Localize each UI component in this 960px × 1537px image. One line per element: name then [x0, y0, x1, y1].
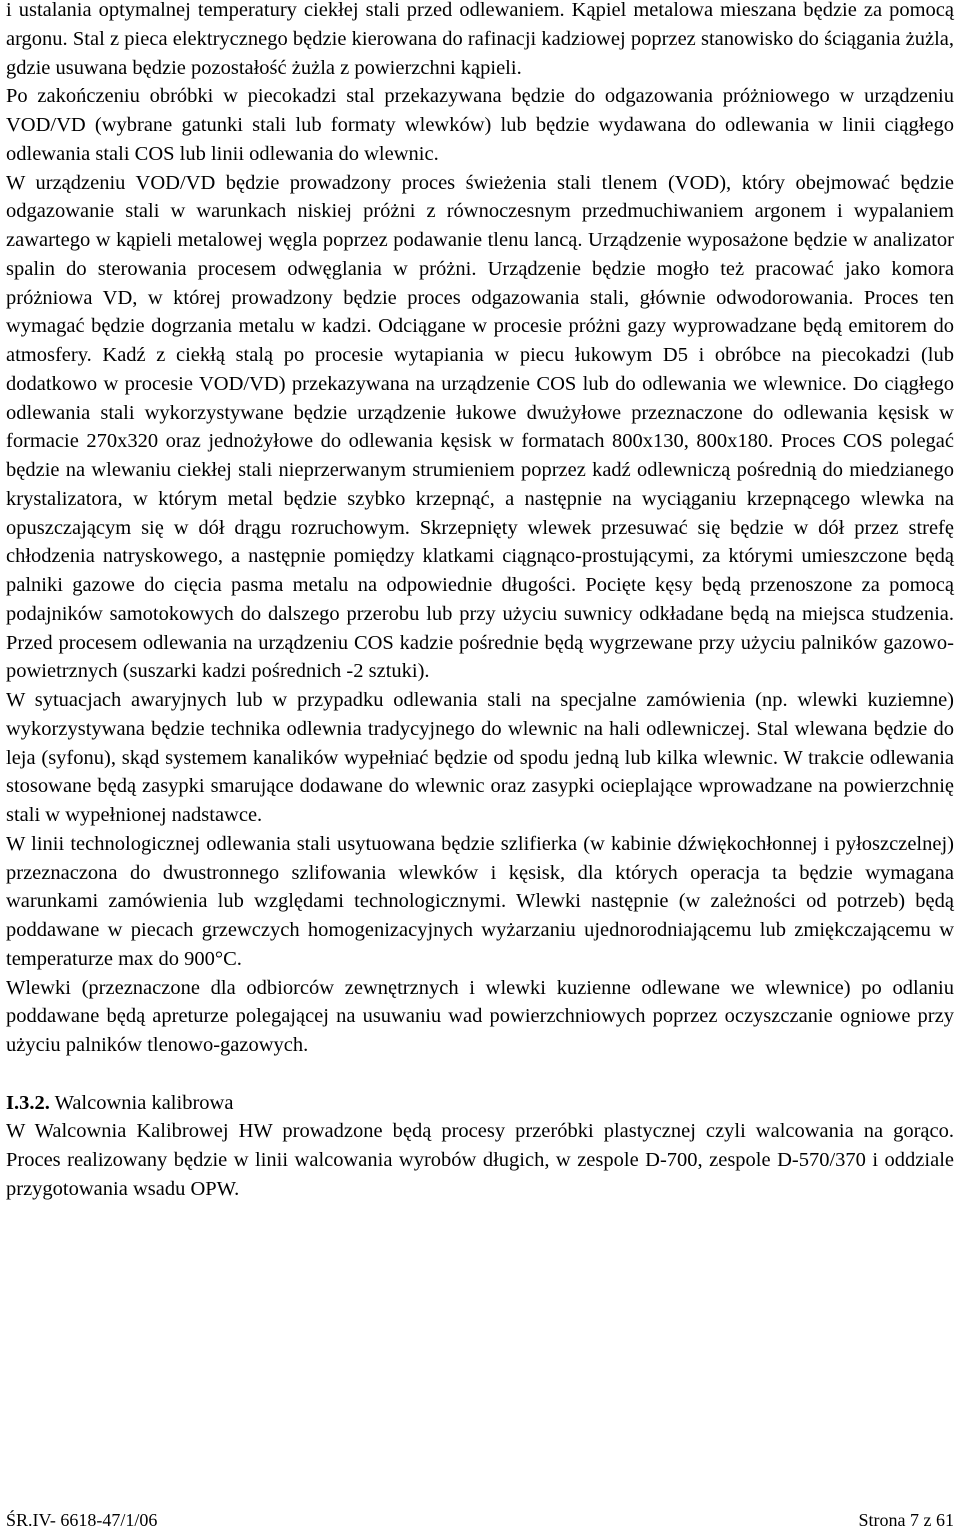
- section-title: Walcownia kalibrowa: [54, 1091, 234, 1114]
- paragraph-finishing: Wlewki (przeznaczone dla odbiorców zewnętrznych i wlewki kuzienne odlewane we wlewnice) po odlaniu poddawane będą apreturze polegającej na usuwaniu wad powierzchniowych poprzez oczyszczanie ogniowe przy użyciu palników tlenowo-gazowych.: [6, 976, 954, 1056]
- document-body: [6, 0, 954, 1204]
- paragraph-emergency-casting: W sytuacjach awaryjnych lub w przypadku odlewania stali na specjalne zamówienia (np. wlewki kuziemne) wykorzystywana będzie technika odlewnia tradycyjnego do wlewnic na hali odlewniczej. Stal wlewana będzie do leja (syfonu), skąd systemem kanalików wypełniać będzie od spodu jedną lub kilka wlewnic. W trakcie odlewania stosowane będą zasypki smarujące dodawane do wlewnic oraz zasypki ocieplające wprowadzane na powierzchnię stali w wypełnionej nadstawce.: [6, 689, 954, 826]
- paragraph-vod-process: W urządzeniu VOD/VD będzie prowadzony proces świeżenia stali tlenem (VOD), który obejmować będzie odgazowanie stali w warunkach niskiej próżni z równoczesnym przedmuchiwaniem argonem i wypalaniem zawartego w kąpieli metalowej węgla poprzez podawanie tlenu lancą. Urządzenie wyposażone będzie w analizator spalin do sterowania procesem odwęglania w próżni. Urządzenie będzie mogło też pracować jako komora próżniowa VD, w której prowadzony będzie proces odgazowania stali, głównie odwodorowania. Proces ten wymagać będzie dogrzania metalu w kadzi. Odciągane w procesie próżni gazy wyprowadzane będą emitorem do atmosfery. Kadź z ciekłą stalą po procesie wytapiania w piecu łukowym D5 i obróbce na piecokadzi (lub dodatkowo w procesie VOD/VD) przekazywana na urządzenie COS lub do odlewania we wlewnice. Do ciągłego odlewania stali wykorzystywane będzie urządzenie łukowe dwużyłowe przeznaczone do odlewania kęsisk w formacie 270x320 oraz jednożyłowe do odlewania kęsisk w formatach 800x130, 800x180. Proces COS polegać będzie na wlewaniu ciekłej stali nieprzerwanym strumieniem poprzez kadź odlewniczą pośrednią do miedzianego krystalizatora, w którym metal będzie szybko krzepnąć, a następnie na wyciąganiu krzepnącego wlewka na opuszczającym się w dół drągu rozruchowym. Skrzepnięty wlewek przesuwać się będzie w dół przez strefę chłodzenia natryskowego, a następnie pomiędzy klatkami ciągnąco-prostującymi, za którymi umieszczone będą palniki gazowe do cięcia pasma metalu na odpowiednie długości. Pocięte kęsy będą przenoszone za pomocą podajników samotokowych do dalszego przerobu lub przy użyciu suwnicy odkładane będą na miejsca studzenia. Przed procesem odlewania na urządzeniu COS kadzie pośrednie będą wygrzewane przy użyciu palników gazowo-powietrznych (suszarki kadzi pośrednich -2 sztuki).: [6, 171, 954, 683]
- paragraph-vod-transfer: Po zakończeniu obróbki w piecokadzi stal przekazywana będzie do odgazowania próżniowego w urządzeniu VOD/VD (wybrane gatunki stali lub formaty wlewków) lub będzie wydawana do odlewania w linii ciągłego odlewania stali COS lub linii odlewania do wlewnic.: [6, 85, 954, 165]
- paragraph-grinding: W linii technologicznej odlewania stali usytuowana będzie szlifierka (w kabinie dźwiękochłonnej i pyłoszczelnej) przeznaczona do dwustronnego szlifowania wlewków i kęsisk, dla których operacja ta będzie wymagana warunkami zamówienia lub względami technologicznymi. Wlewki następnie (w zależności od potrzeb) będą poddawane w piecach grzewczych homogenizacyjnych wyżarzaniu ujednorodniającemu lub zmiękczającemu w temperaturze max do 900°C.: [6, 832, 954, 970]
- paragraph-rolling-mill: W Walcownia Kalibrowej HW prowadzone będą procesy przeróbki plastycznej czyli walcowania na gorąco. Proces realizowany będzie w linii walcowania wyrobów długich, w zespole D-700, zespole D-570/370 i oddziale przygotowania wsadu OPW.: [6, 1120, 954, 1200]
- document-reference: ŚR.IV- 6618-47/1/06: [6, 1510, 158, 1530]
- paragraph-argon-stirring: i ustalania optymalnej temperatury ciekłej stali przed odlewaniem. Kąpiel metalowa mieszana będzie za pomocą argonu. Stal z pieca elektrycznego będzie kierowana do rafinacji kadziowej poprzez stanowisko do ściągania żużla, gdzie usuwana będzie pozostałość żużla z powierzchni kąpieli.: [6, 0, 954, 79]
- page-footer: [6, 1508, 954, 1532]
- section-heading: [6, 1089, 954, 1118]
- section-number: I.3.2.: [6, 1091, 50, 1114]
- page-number: Strona 7 z 61: [858, 1510, 954, 1530]
